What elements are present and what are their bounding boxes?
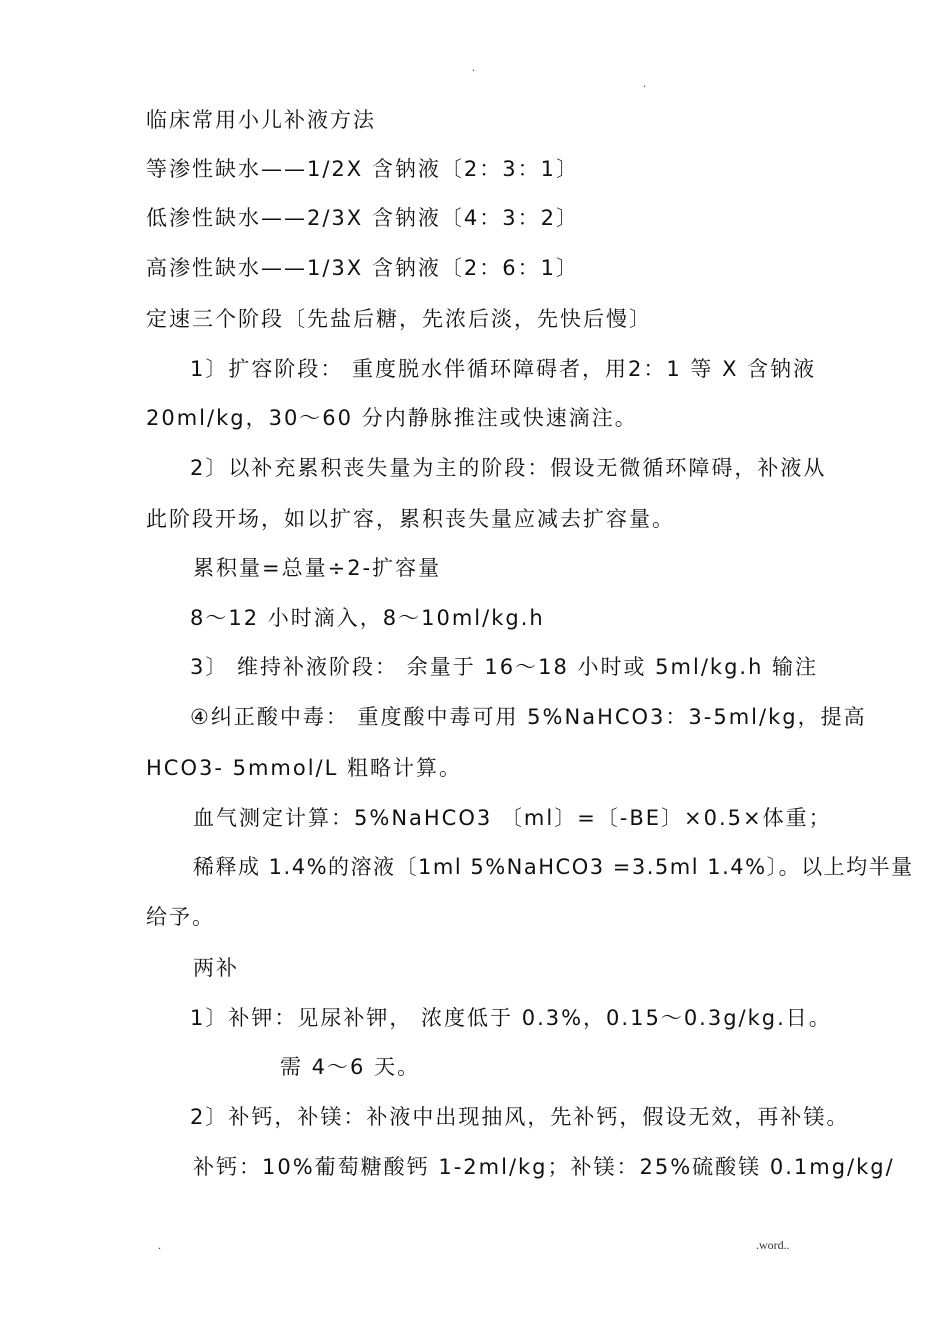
text-line: 1〕补钾：见尿补钾， 浓度低于 0.3%，0.15～0.3g/kg.日。 [190, 1006, 832, 1030]
text-line: 给予。 [146, 905, 215, 929]
text-line: 累积量=总量÷2-扩容量 [193, 556, 442, 580]
text-line: 血气测定计算：5%NaHCO3 〔ml〕=〔-BE〕×0.5×体重； [193, 806, 832, 830]
text-line: 补钙：10%葡萄糖酸钙 1-2ml/kg；补镁：25%硫酸镁 0.1mg/kg/ [193, 1155, 895, 1179]
text-line: 等渗性缺水——1/2X 含钠液〔2：3：1〕 [146, 157, 579, 181]
text-line: HCO3- 5mmol/L 粗略计算。 [146, 756, 463, 780]
text-line: 2〕以补充累积丧失量为主的阶段：假设无微循环障碍，补液从 [190, 456, 827, 480]
text-line: ④纠正酸中毒： 重度酸中毒可用 5%NaHCO3：3-5ml/kg，提高 [190, 705, 867, 729]
text-line: 1〕扩容阶段： 重度脱水伴循环障碍者，用2：1 等 X 含钠液 [190, 357, 817, 381]
doc-title: 临床常用小儿补液方法 [146, 108, 376, 132]
text-line: 需 4～6 天。 [280, 1055, 421, 1079]
text-line: 2〕补钙，补镁：补液中出现抽风，先补钙，假设无效，再补镁。 [190, 1105, 850, 1129]
section-heading: 两补 [193, 956, 239, 980]
footer-dot-left: . [158, 1238, 161, 1252]
text-line: 20ml/kg，30～60 分内静脉推注或快速滴注。 [146, 406, 638, 430]
header-dot-left: . [472, 60, 475, 74]
text-line: 高渗性缺水——1/3X 含钠液〔2：6：1〕 [146, 256, 579, 280]
text-line: 此阶段开场，如以扩容，累积丧失量应减去扩容量。 [146, 507, 675, 531]
text-line: 低渗性缺水——2/3X 含钠液〔4：3：2〕 [146, 206, 579, 230]
footer-word-label: .word.. [756, 1238, 790, 1252]
text-line: 8～12 小时滴入，8～10ml/kg.h [190, 606, 545, 630]
text-line: 定速三个阶段〔先盐后糖，先浓后淡，先快后慢〕 [146, 307, 652, 331]
text-line: 稀释成 1.4%的溶液〔1ml 5%NaHCO3 =3.5ml 1.4%〕。以上均半量 [193, 855, 914, 879]
text-line: 3〕 维持补液阶段： 余量于 16～18 小时或 5ml/kg.h 输注 [190, 655, 819, 679]
header-dot-right: . [643, 76, 646, 90]
